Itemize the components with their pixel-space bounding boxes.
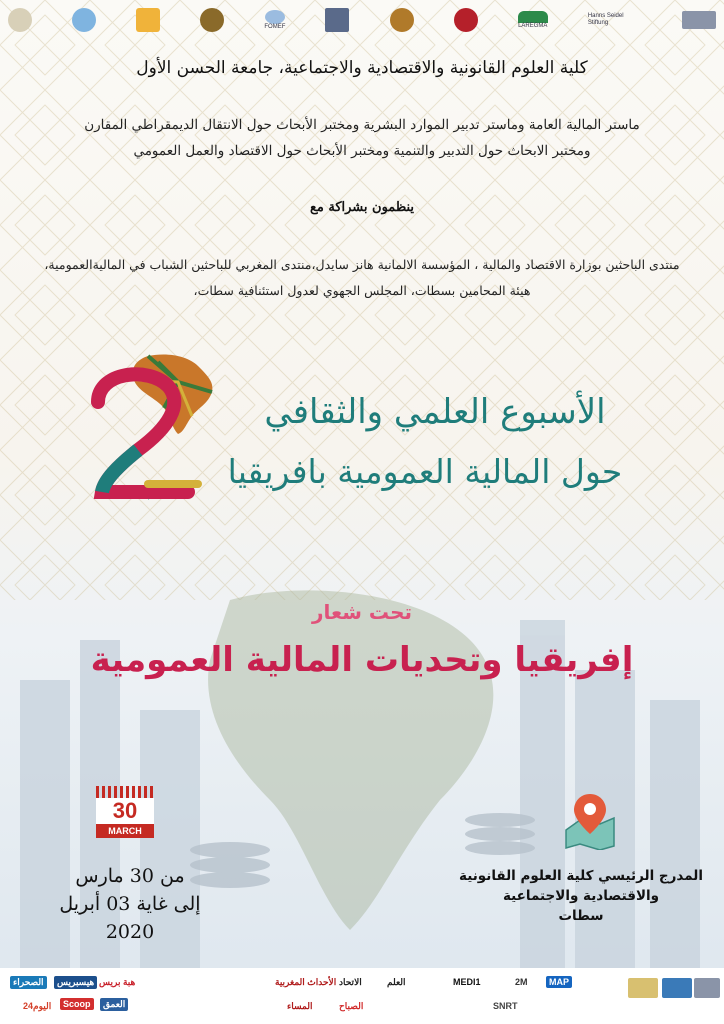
laregma-logo-icon xyxy=(518,11,548,30)
calendar-month: MARCH xyxy=(96,824,154,838)
media-logo: SNRT xyxy=(493,1001,518,1011)
media-logo: 2M xyxy=(515,977,528,987)
organizers-line-2: ومختبر الابحاث حول التدبير والتنمية ومختبر الأبحاث حول الاقتصاد والعمل العمومي xyxy=(133,143,591,159)
event-title-line-2: حول المالية العمومية بافريقيا xyxy=(227,452,623,491)
media-logo: الصحراء xyxy=(10,976,47,989)
crest-logo-icon xyxy=(390,8,414,32)
media-logo: المساء xyxy=(287,1001,313,1011)
media-logo: هيسبريس xyxy=(54,976,97,989)
building-logo-icon xyxy=(325,8,349,32)
event-venue xyxy=(450,866,712,926)
laregma-caption: LAREGMA xyxy=(518,22,548,29)
media-logo: MAP xyxy=(546,976,572,988)
event-title-line-1: الأسبوع العلمي والثقافي xyxy=(264,392,606,432)
red-seal-logo-icon xyxy=(454,8,478,32)
feather-logo-icon xyxy=(200,8,224,32)
hanns-seidel-logo-icon xyxy=(588,13,642,27)
slogan-heading: تحت شعار xyxy=(311,600,413,624)
edition-number: 2 xyxy=(148,499,150,501)
media-logo: MEDI1 xyxy=(453,977,481,987)
organizers-list xyxy=(20,112,704,164)
partnership-heading: ينظمون بشراكة مع xyxy=(309,200,415,215)
partners-list xyxy=(10,252,714,304)
partner-logos-top xyxy=(0,0,724,40)
faculty-name: كلية العلوم القانونية والاقتصادية والاجتماعية، جامعة الحسن الأول xyxy=(136,58,588,78)
media-logo: العلم xyxy=(387,977,406,987)
event-dates xyxy=(40,862,220,946)
date-from: من 30 مارس xyxy=(75,865,185,887)
circle-logo-icon xyxy=(72,8,96,32)
media-logo: الصباح xyxy=(339,1001,364,1011)
calendar-rings xyxy=(96,786,154,798)
media-logo: الأحداث المغربية xyxy=(275,977,337,987)
media-logo: الاتحاد xyxy=(339,977,362,987)
media-logo: Scoop xyxy=(60,998,94,1010)
organizers-line-1: ماستر المالية العامة وماستر تدبير الموارد البشرية ومختبر الأبحاث حول الانتقال الديمقراطي المقارن xyxy=(84,117,640,133)
partners-line-1: منتدى الباحثين بوزارة الاقتصاد والمالية ، المؤسسة الالمانية هانز سايدل،منتدى المغربي للباحثين الشباب في الماليةالعمومية، xyxy=(44,257,680,272)
fomef-logo-icon xyxy=(264,10,285,31)
calendar-day: 30 xyxy=(96,798,154,824)
date-to: إلى غاية 03 أبريل xyxy=(59,893,201,915)
venue-line-1: المدرج الرئيسي كلية العلوم القانونية xyxy=(459,868,703,884)
court-building-logo-icon xyxy=(682,11,716,29)
fomef-caption: FOMEF xyxy=(264,23,286,30)
venue-line-2: والاقتصادية والاجتماعية xyxy=(502,888,660,904)
location-pin-icon xyxy=(560,790,620,850)
calendar-icon xyxy=(96,786,154,842)
ministry-emblem-icon xyxy=(8,8,32,32)
chart-logo-icon xyxy=(136,8,160,32)
media-logo: هبة بريس xyxy=(99,977,136,987)
media-logo: العمق xyxy=(100,998,128,1011)
hanns-seidel-caption: Hanns Seidel Stiftung xyxy=(587,13,624,26)
slogan-text: إفريقيا وتحديات المالية العمومية xyxy=(90,640,634,680)
media-partner-logos xyxy=(0,968,724,1024)
partners-line-2: هيئة المحامين بسطات، المجلس الجهوي لعدول استئنافية سطات، xyxy=(193,283,531,298)
partner-emblem-icon xyxy=(662,978,692,998)
venue-line-3: سطات xyxy=(558,908,604,924)
media-logo: اليوم24 xyxy=(23,1001,52,1011)
partner-emblem-icon xyxy=(628,978,658,998)
date-year: 2020 xyxy=(105,921,155,943)
partner-emblem-icon xyxy=(694,978,720,998)
